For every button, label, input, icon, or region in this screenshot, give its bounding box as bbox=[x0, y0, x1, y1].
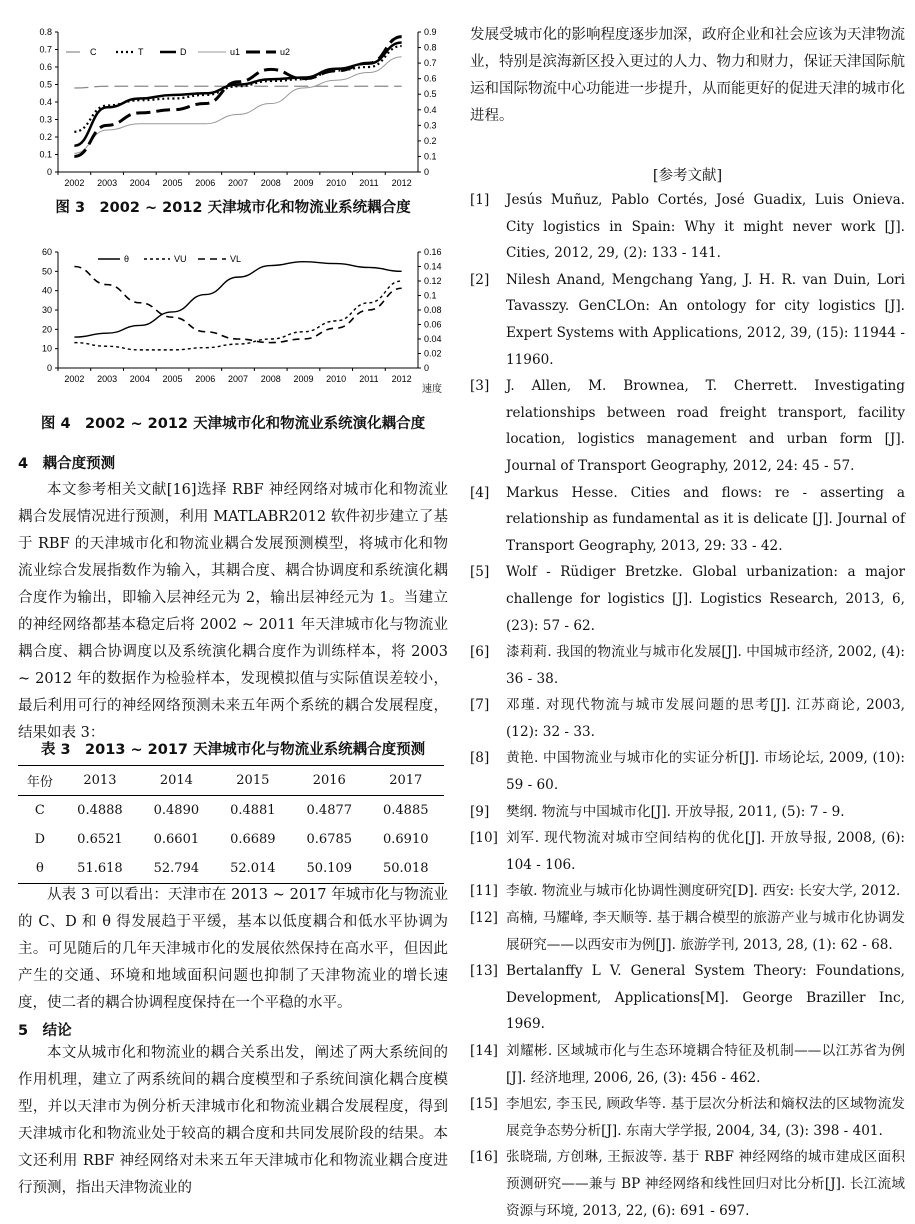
table-cell: 0.6521 bbox=[77, 832, 123, 847]
table-cell: 0.4885 bbox=[383, 803, 429, 818]
x-tick-label: 2011 bbox=[359, 374, 379, 384]
table-3 bbox=[18, 765, 444, 884]
left-tick-label: 0.1 bbox=[39, 149, 52, 160]
reference-number: [4] bbox=[470, 484, 490, 501]
table-3-header-cell: 2016 bbox=[291, 766, 367, 796]
reference-item bbox=[470, 373, 905, 479]
table-row bbox=[18, 825, 444, 854]
left-tick-label: 0 bbox=[46, 363, 52, 373]
table-cell: 51.618 bbox=[62, 854, 138, 884]
reference-number: [13] bbox=[470, 963, 498, 980]
reference-text: 刘耀彬. 区域城市化与生态环境耦合特征及机制——以江苏省为例[J]. 经济地理, 2006, 26, (3): 456 - 462. bbox=[506, 1043, 905, 1086]
right-tick-label: 0.6 bbox=[424, 73, 437, 84]
x-tick-label: 2006 bbox=[195, 374, 216, 384]
figure-3-caption: 图 3 2002 ~ 2012 天津城市化和物流业系统耦合度 bbox=[55, 200, 411, 216]
reference-number: [12] bbox=[470, 910, 498, 927]
table-3-header-cell: 2013 bbox=[62, 766, 138, 796]
series-line-u1 bbox=[74, 57, 401, 153]
reference-text: 黄艳. 中国物流业与城市化的实证分析[J]. 市场论坛, 2009, (10): 59 - 60. bbox=[506, 750, 905, 794]
legend-label: D bbox=[180, 47, 187, 57]
references-list bbox=[470, 187, 905, 1224]
table-row bbox=[18, 796, 444, 826]
x-tick-label: 2009 bbox=[293, 374, 314, 384]
table-cell: C bbox=[34, 803, 45, 818]
left-tick-label: 50 bbox=[41, 266, 52, 277]
right-tick-label: 0.08 bbox=[424, 305, 442, 315]
reference-text: 李旭宏, 李玉民, 顾政华等. 基于层次分析法和熵权法的区域物流发展竞争态势分析[J]. 东南大学学报, 2004, 34, (3): 398 - 401. bbox=[506, 1096, 905, 1139]
table-cell: 50.018 bbox=[368, 854, 444, 884]
reference-number: [14] bbox=[470, 1043, 498, 1059]
reference-item bbox=[470, 480, 905, 560]
reference-number: [1] bbox=[470, 192, 490, 208]
x-tick-label: 2004 bbox=[129, 374, 150, 384]
reference-text: 漆莉莉. 我国的物流业与城市化发展[J]. 中国城市经济, 2002, (4): 36 - 38. bbox=[506, 644, 905, 687]
left-tick-label: 0.6 bbox=[39, 62, 52, 72]
x-tick-label: 2008 bbox=[260, 374, 281, 384]
right-tick-label: 0 bbox=[424, 363, 430, 373]
reference-item bbox=[470, 958, 905, 1038]
reference-text: 高楠, 马耀峰, 李天顺等. 基于耦合模型的旅游产业与城市化协调发展研究——以西安市为例[J]. 旅游学刊, 2013, 28, (1): 62 - 68. bbox=[506, 910, 905, 953]
reference-text: 张晓瑞, 方创琳, 王振波等. 基于 RBF 神经网络的城市建成区面积预测研究——兼与 BP 神经网络和线性回归对比分析[J]. 长江流域资源与环境, 2013, 22, (6): 691 - 697. bbox=[506, 1149, 905, 1219]
right-tick-label: 0.4 bbox=[424, 104, 437, 115]
right-tick-label: 0 bbox=[424, 167, 430, 177]
reference-number: [8] bbox=[470, 750, 490, 767]
legend-label: VU bbox=[174, 254, 187, 264]
x-tick-label: 2006 bbox=[195, 178, 216, 188]
left-tick-label: 20 bbox=[41, 324, 52, 335]
reference-item bbox=[470, 905, 905, 958]
reference-item bbox=[470, 745, 905, 798]
x-tick-label: 2002 bbox=[64, 178, 85, 188]
x-tick-label: 2003 bbox=[97, 178, 118, 188]
legend-label: u1 bbox=[230, 47, 241, 57]
table-row bbox=[18, 854, 444, 884]
right-tick-label: 0.06 bbox=[424, 319, 442, 330]
right-column bbox=[470, 0, 905, 1224]
right-tick-label: 0.5 bbox=[424, 89, 437, 100]
reference-text: J. Allen, M. Brownea, T. Cherrett. Investigating relationships between road freight transport, facility location, logistics management and urban form [J]. Journal of Transport Geography, 2012, 24: 45 - 57. bbox=[506, 378, 905, 474]
table-3-header-cell: 2015 bbox=[215, 766, 291, 796]
legend-label: θ bbox=[124, 254, 130, 264]
table-3-header-cell: 年份 bbox=[18, 766, 62, 796]
x-tick-label: 2012 bbox=[391, 374, 412, 384]
reference-text: 刘军. 现代物流对城市空间结构的优化[J]. 开放导报, 2008, (6): 104 - 106. bbox=[506, 830, 905, 873]
right-tick-label: 0.14 bbox=[424, 261, 442, 272]
table-cell: 0.4888 bbox=[77, 803, 123, 818]
right-tick-label: 0.2 bbox=[424, 135, 437, 146]
table-3-analysis-paragraph: 从表 3 可以看出：天津市在 2013 ~ 2017 年城市化与物流业的 C、D 和 θ 得发展趋于平缓，基本以低度耦合和低水平协调为主。可见随后的几年天津城市化的发展依然保持在高水平，但因此产生的交通、环境和地域面积问题也抑制了天津物流业的增长速度，使二者的耦合协调程度保持在一个平稳的水平。 bbox=[18, 887, 448, 1011]
x-tick-label: 2007 bbox=[227, 178, 249, 188]
x-tick-label: 2004 bbox=[129, 178, 150, 188]
right-tick-label: 0.04 bbox=[424, 334, 442, 344]
right-tick-label: 0.8 bbox=[424, 42, 437, 53]
reference-item bbox=[470, 799, 905, 826]
right-tick-label: 0.12 bbox=[424, 276, 442, 286]
legend-label: u2 bbox=[280, 47, 291, 57]
right-axis-label: 速度 bbox=[422, 384, 442, 395]
x-tick-label: 2009 bbox=[293, 178, 314, 188]
reference-text: 李敏. 物流业与城市化协调性测度研究[D]. 西安: 长安大学, 2012. bbox=[506, 883, 901, 900]
section-4-paragraph: 本文参考相关文献[16]选择 RBF 神经网络对城市化和物流业耦合发展情况进行预测，利用 MATLABR2012 软件初步建立了基于 RBF 的天津城市化和物流业耦合发展预测模型，将城市化和物流业综合发展指数作为输入，其耦合度、耦合协调度和系统演化耦合度作为输出，即输入层神经元为 2，输出层神经元为 1。当建立的神经网络都基本稳定后将 2002 ~ 2011 年天津城市化与物流业耦合度、耦合协调度以及系统演化耦合度作为训练样本，将 2003 ~ 2012 年的数据作为检验样本，发现模拟值与实际值误差较小，最后利用可行的神经网络预测未来五年两个系统的耦合发展程度，结果如表 3： bbox=[18, 482, 448, 741]
section-5-paragraph: 本文从城市化和物流业的耦合关系出发，阐述了两大系统间的作用机理，建立了两系统间的耦合度模型和子系统间演化耦合度模型，并以天津市为例分析天津城市化和物流业耦合发展程度，得到天津城市化和物流业处于较高的耦合度和共同发展阶段的结果。本文还利用 RBF 神经网络对未来五年天津城市化和物流业耦合度进行预测，指出天津物流业的 bbox=[18, 1045, 448, 1196]
left-tick-label: 0.3 bbox=[39, 114, 52, 125]
reference-number: [10] bbox=[470, 830, 498, 847]
x-tick-label: 2010 bbox=[326, 178, 347, 188]
legend-label: VL bbox=[230, 254, 242, 264]
series-line-θ bbox=[74, 262, 401, 337]
continued-paragraph: 发展受城市化的影响程度逐步加深，政府企业和社会应该为天津物流业，特别是滨海新区投入更过的人力、物力和财力，保证天津国际航运和国际物流中心功能进一步提升，从而能更好的促进天津的城市化进程。 bbox=[470, 27, 905, 124]
left-tick-label: 0.4 bbox=[39, 97, 52, 107]
table-cell: 0.6601 bbox=[153, 832, 200, 847]
left-tick-label: 0.5 bbox=[39, 79, 52, 90]
x-tick-label: 2008 bbox=[260, 178, 281, 188]
section-4-heading: 4 耦合度预测 bbox=[18, 456, 116, 472]
table-cell: 50.109 bbox=[291, 854, 367, 884]
reference-item bbox=[470, 825, 905, 878]
x-tick-label: 2005 bbox=[162, 374, 183, 384]
table-cell: 0.6689 bbox=[230, 832, 276, 847]
reference-item bbox=[470, 1091, 905, 1144]
table-cell: 0.6910 bbox=[383, 832, 429, 847]
reference-text: Nilesh Anand, Mengchang Yang, J. H. R. van Duin, Lori Tavasszy. GenCLOn: An ontology for city logistics [J]. Expert Systems with Applications, 2012, 39, (15): 11944 - 11960. bbox=[506, 271, 905, 368]
right-tick-label: 0.16 bbox=[424, 247, 442, 257]
reference-item bbox=[470, 639, 905, 692]
reference-text: Bertalanffy L V. General System Theory: Foundations, Development, Applications[M]. George Braziller Inc, 1969. bbox=[506, 963, 905, 1033]
reference-item bbox=[470, 1038, 905, 1091]
x-tick-label: 2012 bbox=[391, 178, 412, 188]
table-cell: D bbox=[34, 832, 46, 847]
x-tick-label: 2011 bbox=[359, 178, 379, 188]
reference-item bbox=[470, 187, 905, 267]
left-tick-label: 0.7 bbox=[39, 44, 52, 55]
x-tick-label: 2005 bbox=[162, 178, 183, 188]
left-tick-label: 0.8 bbox=[39, 27, 52, 37]
reference-text: Jesús Muñuz, Pablo Cortés, José Guadix, Luis Onieva. City logistics in Spain: Why it might never work [J]. Cities, 2012, 29, (2): 133 - 141. bbox=[506, 192, 905, 262]
reference-text: Wolf - Rüdiger Bretzke. Global urbanization: a major challenge for logistics [J]. Logistics Research, 2013, 6, (23): 57 - 62. bbox=[506, 564, 905, 634]
reference-number: [16] bbox=[470, 1149, 498, 1166]
left-tick-label: 40 bbox=[41, 285, 52, 296]
section-5-heading: 5 结论 bbox=[18, 1023, 72, 1039]
left-tick-label: 0.2 bbox=[39, 132, 52, 142]
x-tick-label: 2010 bbox=[326, 374, 347, 384]
table-cell: 52.014 bbox=[215, 854, 291, 884]
reference-number: [2] bbox=[470, 271, 490, 288]
legend-label: T bbox=[138, 47, 144, 57]
right-tick-label: 0.9 bbox=[424, 27, 437, 37]
series-line-C bbox=[74, 86, 401, 88]
table-cell: 0.4881 bbox=[230, 803, 276, 818]
reference-number: [11] bbox=[470, 883, 498, 900]
x-tick-label: 2002 bbox=[64, 374, 85, 384]
x-tick-label: 2003 bbox=[97, 374, 118, 384]
left-tick-label: 30 bbox=[41, 305, 52, 315]
reference-item bbox=[470, 692, 905, 745]
series-line-VL bbox=[74, 267, 401, 343]
reference-number: [3] bbox=[470, 378, 490, 395]
right-tick-label: 0.7 bbox=[424, 58, 437, 69]
references-heading: [参考文献] bbox=[652, 168, 723, 184]
left-tick-label: 0 bbox=[46, 167, 52, 177]
reference-item bbox=[470, 878, 905, 905]
figure-4-caption: 图 4 2002 ~ 2012 天津城市化和物流业系统演化耦合度 bbox=[40, 416, 426, 432]
table-3-header-cell: 2017 bbox=[368, 766, 444, 796]
series-line-D bbox=[74, 43, 401, 146]
table-3-header-cell: 2014 bbox=[138, 766, 214, 796]
reference-text: Markus Hesse. Cities and flows: re - asserting a relationship as fundamental as it is delicate [J]. Journal of Transport Geography, 2013, 29: 33 - 42. bbox=[506, 484, 905, 554]
table-cell: 52.794 bbox=[138, 854, 214, 884]
right-tick-label: 0.02 bbox=[424, 348, 442, 359]
table-cell: 0.4877 bbox=[306, 803, 353, 818]
reference-number: [15] bbox=[470, 1096, 498, 1113]
x-tick-label: 2007 bbox=[227, 374, 249, 384]
reference-text: 邓瑾. 对现代物流与城市发展问题的思考[J]. 江苏商论, 2003, (12): 32 - 33. bbox=[506, 697, 905, 740]
figure-4-chart bbox=[18, 240, 448, 405]
table-3-caption: 表 3 2013 ~ 2017 天津城市化与物流业系统耦合度预测 bbox=[40, 742, 426, 758]
left-tick-label: 60 bbox=[41, 247, 52, 257]
table-cell: 0.6785 bbox=[306, 832, 353, 847]
table-cell: θ bbox=[18, 854, 62, 884]
reference-item bbox=[470, 267, 905, 373]
figure-3-chart bbox=[18, 22, 448, 207]
right-tick-label: 0.1 bbox=[424, 151, 437, 162]
reference-item bbox=[470, 1144, 905, 1224]
left-tick-label: 10 bbox=[41, 343, 52, 354]
table-cell: 0.4890 bbox=[153, 803, 200, 818]
reference-number: [6] bbox=[470, 644, 490, 661]
reference-number: [7] bbox=[470, 697, 490, 714]
reference-number: [9] bbox=[470, 803, 490, 820]
reference-text: 樊纲. 物流与中国城市化[J]. 开放导报, 2011, (5): 7 - 9. bbox=[506, 803, 845, 820]
legend-label: C bbox=[90, 47, 97, 57]
reference-item bbox=[470, 559, 905, 639]
reference-number: [5] bbox=[470, 564, 490, 581]
right-tick-label: 0.1 bbox=[424, 290, 437, 301]
right-tick-label: 0.3 bbox=[424, 120, 437, 131]
